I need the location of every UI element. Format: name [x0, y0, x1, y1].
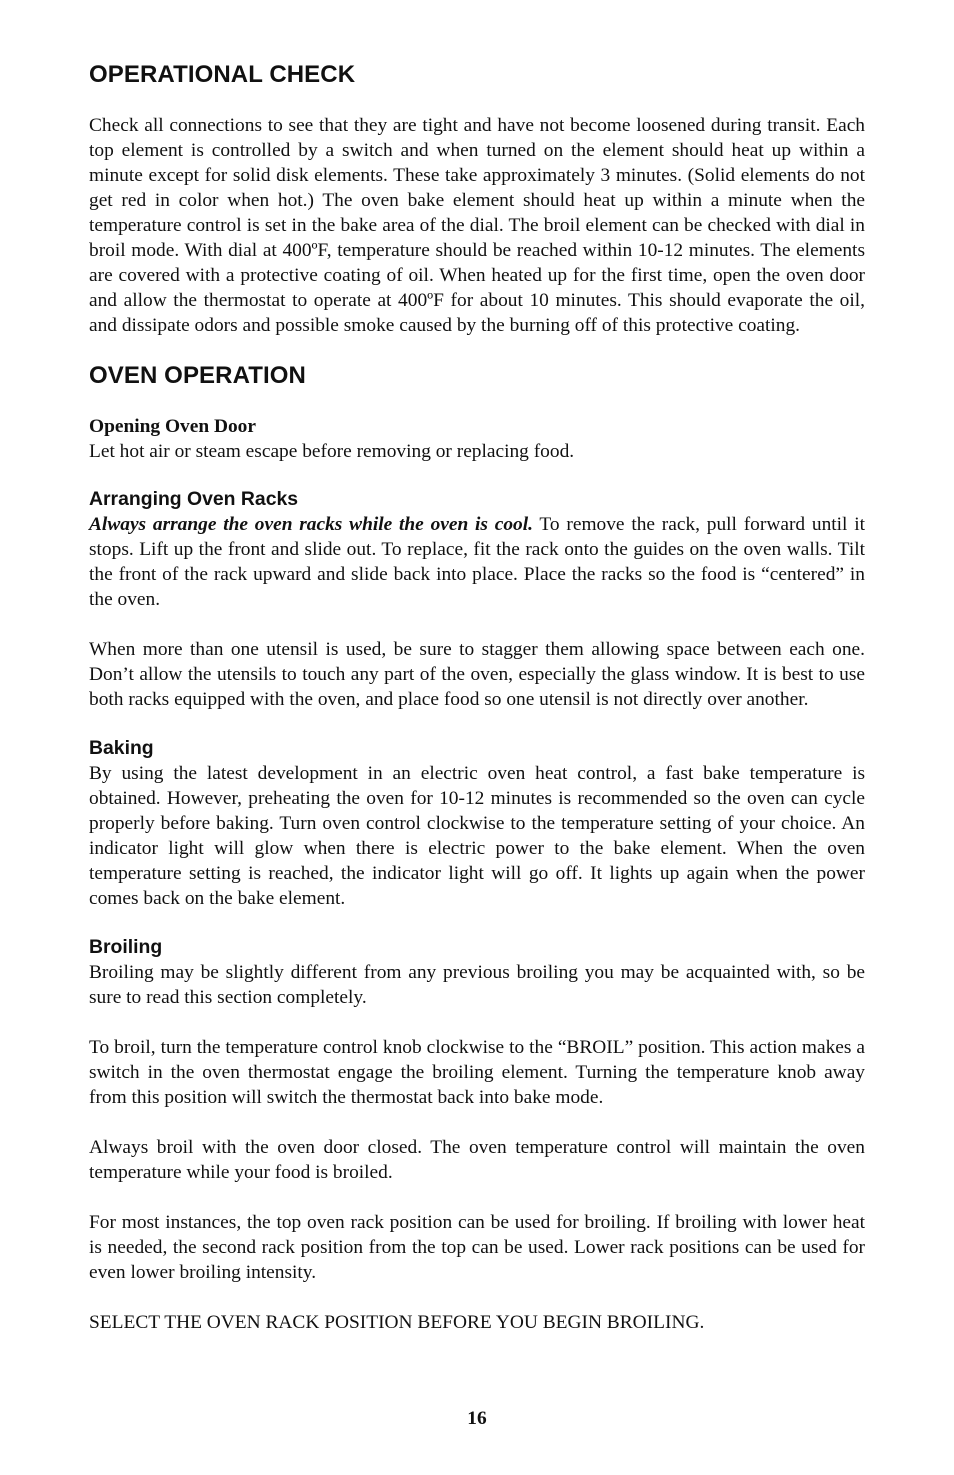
- opening-oven-door-paragraph: Let hot air or steam escape before removing or replacing food.: [89, 441, 575, 462]
- broiling-section: [89, 935, 865, 1335]
- broiling-paragraph-1: Broiling may be slightly different from any previous broiling you may be acquainted with, so be sure to read this section completely.: [89, 962, 865, 1008]
- racks-emphasis-text: Always arrange the oven racks while the oven is cool.: [89, 514, 533, 535]
- manual-page: [89, 60, 865, 1335]
- broiling-paragraph-4: For most instances, the top oven rack position can be used for broiling. If broiling with lower heat is needed, the second rack position from the top can be used. Lower rack positions can be used for even lower broiling intensity.: [89, 1212, 865, 1283]
- broiling-paragraph-3: Always broil with the oven door closed. The oven temperature control will maintain the oven temperature while your food is broiled.: [89, 1137, 865, 1183]
- operational-check-heading: OPERATIONAL CHECK: [89, 61, 356, 88]
- baking-paragraph: By using the latest development in an electric oven heat control, a fast bake temperature is obtained. However, preheating the oven for 10-12 minutes is recommended so the oven can cycle properly before baking. Turn oven control clockwise to the temperature setting of your choice. An indicator light will glow when there is electric power to the bake element. When the oven temperature setting is reached, the indicator light will go off. It lights up again when the power comes back on the bake element.: [89, 763, 865, 909]
- racks-body-text: To remove the rack, pull forward until it stops. Lift up the front and slide out. To replace, fit the rack onto the guides on the oven walls. Tilt the front of the rack upward and slide back into place. Place the racks so the food is “centered” in the oven.: [89, 514, 865, 610]
- baking-section: [89, 736, 865, 911]
- arranging-oven-racks-paragraph-1: [89, 512, 865, 612]
- arranging-oven-racks-heading: Arranging Oven Racks: [89, 488, 299, 510]
- operational-check-paragraph: Check all connections to see that they are tight and have not become loosened during transit. Each top element is controlled by a switch and when turned on the element should heat up within a minute except for solid disk elements. These take approximately 3 minutes. (Solid elements do not get red in color when hot.) The oven bake element should heat up within a minute when the temperature control is set in the bake area of the dial. The broil element can be checked with dial in broil mode. With dial at 400ºF, temperature should be reached within 10-12 minutes. The elements are covered with a protective coating of oil. When heated up for the first time, open the oven door and allow the thermostat to operate at 400ºF for about 10 minutes. This should evaporate the oil, and dissipate odors and possible smoke caused by the burning off of this protective coating.: [89, 115, 865, 336]
- page-number: 16: [467, 1408, 487, 1429]
- arranging-oven-racks-section: [89, 487, 865, 712]
- opening-oven-door-section: [89, 414, 865, 464]
- oven-operation-heading: OVEN OPERATION: [89, 362, 306, 389]
- broiling-paragraph-5: SELECT THE OVEN RACK POSITION BEFORE YOU BEGIN BROILING.: [89, 1312, 705, 1333]
- baking-heading: Baking: [89, 737, 154, 759]
- broiling-heading: Broiling: [89, 936, 163, 958]
- arranging-oven-racks-paragraph-2: When more than one utensil is used, be sure to stagger them allowing space between each one. Don’t allow the utensils to touch any part of the oven, especially the glass window. It is best to use both racks equipped with the oven, and place food so one utensil is not directly over another.: [89, 639, 865, 710]
- opening-oven-door-heading: Opening Oven Door: [89, 416, 256, 437]
- broiling-paragraph-2: To broil, turn the temperature control knob clockwise to the “BROIL” position. This action makes a switch in the oven thermostat engage the broiling element. Turning the temperature knob away from this position will switch the thermostat back into bake mode.: [89, 1037, 865, 1108]
